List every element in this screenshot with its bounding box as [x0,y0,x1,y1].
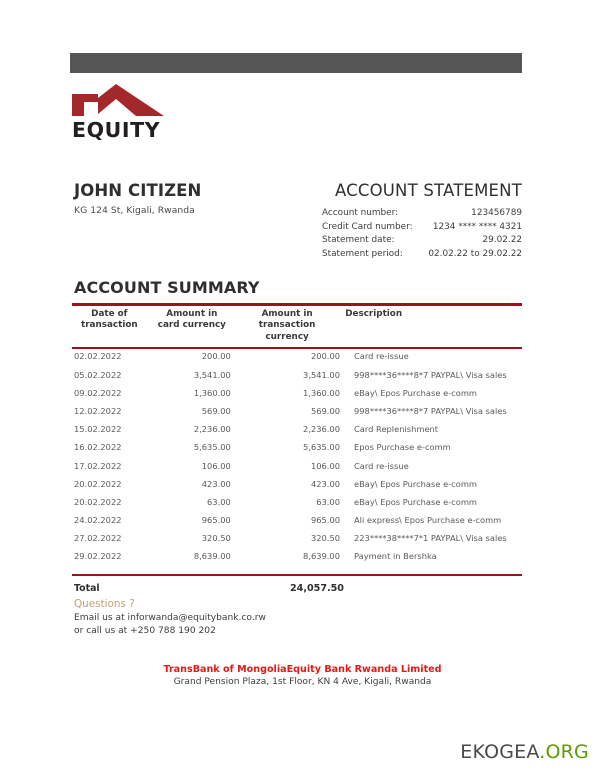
column-header-card-currency-line1: Amount in [166,308,218,319]
meta-row-credit-card-number [322,221,522,235]
cell-description: Card Replenishment [354,424,439,435]
column-header-description [337,309,522,345]
questions-heading: Questions ? [74,598,135,610]
cell-description: Payment in Bershka [354,551,437,562]
table-row [72,462,522,480]
cell-date: 17.02.2022 [74,460,122,471]
cell-description: Ali express\ Epos Purchase e-comm [354,515,502,526]
cell-transaction-amount: 569.00 [310,405,340,416]
footer-block [0,663,605,690]
cell-transaction-amount: 106.00 [310,460,340,471]
cell-date: 16.02.2022 [74,442,122,453]
column-header-card-currency-line2: card currency [157,320,226,331]
customer-name: JOHN CITIZEN [74,181,202,200]
statement-meta-list [322,207,522,261]
column-header-date [72,309,147,345]
header-bar [70,53,522,73]
footer-bank-name: TransBank of MongoliaEquity Bank Rwanda Limited [163,664,442,675]
total-label: Total [74,582,100,594]
column-header-description-line1: Description [345,308,403,319]
customer-address: KG 124 St, Kigali, Rwanda [74,205,195,217]
table-row [72,516,522,534]
table-row [72,371,522,389]
cell-card-amount: 2,236.00 [193,424,231,435]
page-title: ACCOUNT STATEMENT [334,181,522,200]
support-phone-line: or call us at +250 788 190 202 [74,625,216,636]
customer-block [74,182,314,216]
meta-row-statement-date [322,234,522,248]
cell-description: 998****36****8*7 PAYPAL\ Visa sales [354,369,507,380]
cell-card-amount: 3,541.00 [193,369,231,380]
cell-transaction-amount: 200.00 [310,351,340,362]
cell-description: 223****38****7*1 PAYPAL\ Visa sales [354,533,507,544]
table-row [72,389,522,407]
watermark-main: EKOGEA [460,741,540,763]
table-row [72,498,522,516]
statement-info-block [322,182,522,261]
column-header-date-line2: transaction [81,320,138,331]
cell-transaction-amount: 423.00 [310,478,340,489]
cell-card-amount: 5,635.00 [193,442,231,453]
cell-card-amount: 423.00 [201,478,231,489]
support-email-line: Email us at inforwanda@equitybank.co.rw [74,612,266,623]
table-row [72,352,522,370]
cell-date: 15.02.2022 [74,424,122,435]
column-header-transaction-currency-line1: Amount in transaction [258,308,316,331]
cell-transaction-amount: 1,360.00 [303,387,340,398]
cell-transaction-amount: 2,236.00 [303,424,340,435]
table-row [72,480,522,498]
cell-date: 02.02.2022 [74,351,122,362]
table-row [72,534,522,552]
cell-transaction-amount: 320.50 [310,533,340,544]
cell-description: Card re-issue [354,460,409,471]
cell-description: eBay\ Epos Purchase e-comm [354,496,477,507]
watermark [460,743,589,762]
cell-description: 998****36****8*7 PAYPAL\ Visa sales [354,405,507,416]
cell-transaction-amount: 63.00 [316,496,340,507]
cell-date: 29.02.2022 [74,551,122,562]
table-row [72,552,522,570]
meta-label: Statement date: [322,235,395,246]
cell-card-amount: 63.00 [207,496,231,507]
cell-transaction-amount: 3,541.00 [303,369,340,380]
cell-description: Epos Purchase e-comm [354,442,451,453]
cell-date: 20.02.2022 [74,478,122,489]
meta-value: 29.02.22 [482,235,522,246]
watermark-tld: .ORG [539,741,589,763]
equity-bank-logo [72,83,164,141]
table-total-row [72,576,522,594]
cell-description: Card re-issue [354,351,409,362]
cell-card-amount: 200.00 [201,351,231,362]
table-row [72,425,522,443]
meta-row-account-number [322,207,522,221]
meta-row-statement-period [322,248,522,262]
meta-value: 123456789 [471,208,522,219]
meta-value: 02.02.22 to 29.02.22 [428,248,522,259]
cell-transaction-amount: 8,639.00 [303,551,340,562]
logo-wordmark: EQUITY [72,118,161,142]
cell-transaction-amount: 965.00 [310,515,340,526]
table-header-row [72,306,522,348]
table-row [72,407,522,425]
cell-transaction-amount: 5,635.00 [303,442,340,453]
cell-date: 12.02.2022 [74,405,122,416]
cell-date: 05.02.2022 [74,369,122,380]
cell-card-amount: 965.00 [201,515,231,526]
cell-date: 20.02.2022 [74,496,122,507]
cell-card-amount: 320.50 [201,533,231,544]
questions-block [74,598,374,638]
transactions-table [72,303,522,594]
footer-bank-address: Grand Pension Plaza, 1st Floor, KN 4 Ave, Kigali, Rwanda [173,677,432,688]
cell-card-amount: 569.00 [201,405,231,416]
meta-value: 1234 **** **** 4321 [432,221,522,232]
cell-date: 24.02.2022 [74,515,122,526]
meta-label: Statement period: [322,248,403,259]
total-value: 24,057.50 [289,582,344,594]
cell-description: eBay\ Epos Purchase e-comm [354,387,477,398]
column-header-transaction-currency [237,309,337,345]
meta-label: Account number: [322,208,399,219]
cell-date: 27.02.2022 [74,533,122,544]
cell-card-amount: 1,360.00 [193,387,231,398]
column-header-date-line1: Date of [91,308,128,319]
roof-chevron-icon [72,83,164,119]
cell-description: eBay\ Epos Purchase e-comm [354,478,477,489]
cell-date: 09.02.2022 [74,387,122,398]
table-body [72,349,522,573]
account-summary-heading: ACCOUNT SUMMARY [74,278,260,297]
column-header-card-currency [147,309,237,345]
column-header-transaction-currency-line2: currency [265,332,309,343]
cell-card-amount: 8,639.00 [193,551,231,562]
table-row [72,443,522,461]
meta-label: Credit Card number: [322,221,413,232]
cell-card-amount: 106.00 [201,460,231,471]
